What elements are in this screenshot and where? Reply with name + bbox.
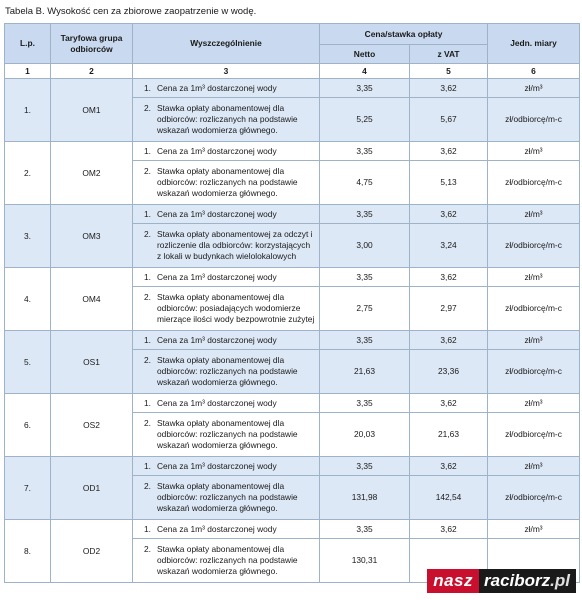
item-text: Cena za 1m³ dostarczonej wody (157, 145, 277, 156)
cell-vat: 3,24 (410, 224, 488, 268)
cell-group: OS2 (51, 394, 133, 457)
cell-unit: zł/m³ (488, 457, 580, 476)
cell-vat: 3,62 (410, 205, 488, 224)
cell-unit: zł/m³ (488, 142, 580, 161)
item-text: Cena za 1m³ dostarczonej wody (157, 523, 277, 534)
cell-desc (133, 520, 320, 539)
logo-text-raciborz: raciborz (484, 571, 551, 590)
cell-lp: 3. (5, 205, 51, 268)
cell-desc (133, 98, 320, 142)
item-text: Stawka opłaty abonamentowej dla odbiorców: rozliczanych na podstawie wskazań wodomierza głównego. (157, 166, 298, 198)
table-row (5, 268, 580, 287)
item-number: 1. (144, 523, 151, 534)
table-body (5, 79, 580, 583)
item-text: Stawka opłaty abonamentowej dla odbiorców: rozliczanych na podstawie wskazań wodomierza głównego. (157, 103, 298, 135)
cell-desc (133, 161, 320, 205)
cell-vat: 3,62 (410, 457, 488, 476)
cell-lp: 2. (5, 142, 51, 205)
table-caption: Tabela B. Wysokość cen za zbiorowe zaopatrzenie w wodę. (5, 6, 257, 17)
cell-unit: zł/odbiorcę/m-c (488, 161, 580, 205)
cell-group: OM1 (51, 79, 133, 142)
cell-netto: 130,31 (320, 539, 410, 583)
header-lp: L.p. (5, 24, 51, 64)
table-row (5, 205, 580, 224)
cell-group: OS1 (51, 331, 133, 394)
cell-lp: 6. (5, 394, 51, 457)
header-desc: Wyszczególnienie (133, 24, 320, 64)
item-text: Stawka opłaty abonamentowej dla odbiorców: rozliczanych na podstawie wskazań wodomierza głównego. (157, 355, 298, 387)
item-number: 2. (144, 544, 151, 555)
cell-vat: 23,36 (410, 350, 488, 394)
cell-vat: 21,63 (410, 413, 488, 457)
cell-desc (133, 287, 320, 331)
cell-desc (133, 331, 320, 350)
cell-netto: 131,98 (320, 476, 410, 520)
cell-desc (133, 394, 320, 413)
cell-group: OD1 (51, 457, 133, 520)
cell-vat: 142,54 (410, 476, 488, 520)
colnum-2: 2 (51, 64, 133, 79)
item-number: 1. (144, 271, 151, 282)
cell-vat: 2,97 (410, 287, 488, 331)
colnum-5: 5 (410, 64, 488, 79)
cell-unit: zł/odbiorcę/m-c (488, 350, 580, 394)
colnum-1: 1 (5, 64, 51, 79)
cell-desc (133, 539, 320, 583)
item-number: 2. (144, 355, 151, 366)
header-unit: Jedn. miary (488, 24, 580, 64)
item-number: 1. (144, 208, 151, 219)
cell-desc (133, 476, 320, 520)
item-text: Stawka opłaty abonamentowej za odczyt i rozliczenie dla odbiorców: korzystających z lokali w budynkach wielolokalowych (157, 229, 313, 261)
item-number: 2. (144, 103, 151, 114)
cell-desc (133, 224, 320, 268)
cell-desc (133, 350, 320, 394)
item-number: 2. (144, 292, 151, 303)
item-text: Stawka opłaty abonamentowej dla odbiorców: posiadających wodomierze mierzące ilości wody bezpowrotnie zużytej (157, 292, 315, 324)
item-number: 1. (144, 334, 151, 345)
cell-netto: 3,35 (320, 142, 410, 161)
item-number: 2. (144, 166, 151, 177)
cell-desc (133, 268, 320, 287)
cell-desc (133, 205, 320, 224)
item-text: Cena za 1m³ dostarczonej wody (157, 82, 277, 93)
cell-lp: 4. (5, 268, 51, 331)
cell-unit: zł/m³ (488, 394, 580, 413)
item-text: Cena za 1m³ dostarczonej wody (157, 460, 277, 471)
cell-netto: 5,25 (320, 98, 410, 142)
cell-unit: zł/m³ (488, 520, 580, 539)
cell-lp: 5. (5, 331, 51, 394)
cell-netto: 3,35 (320, 268, 410, 287)
cell-lp: 1. (5, 79, 51, 142)
site-logo (427, 568, 576, 594)
cell-netto: 4,75 (320, 161, 410, 205)
cell-netto: 3,35 (320, 205, 410, 224)
item-text: Stawka opłaty abonamentowej dla odbiorców: rozliczanych na podstawie wskazań wodomierza głównego. (157, 544, 298, 576)
water-prices-table (4, 23, 580, 583)
item-number: 1. (144, 82, 151, 93)
cell-desc (133, 457, 320, 476)
cell-netto: 3,35 (320, 457, 410, 476)
colnum-3: 3 (133, 64, 320, 79)
cell-desc (133, 142, 320, 161)
item-text: Cena za 1m³ dostarczonej wody (157, 397, 277, 408)
cell-lp: 7. (5, 457, 51, 520)
item-number: 1. (144, 145, 151, 156)
cell-netto: 21,63 (320, 350, 410, 394)
cell-unit: zł/m³ (488, 268, 580, 287)
cell-group: OM4 (51, 268, 133, 331)
cell-unit: zł/odbiorcę/m-c (488, 287, 580, 331)
item-number: 2. (144, 481, 151, 492)
cell-netto: 3,35 (320, 394, 410, 413)
header-group: Taryfowa grupa odbiorców (51, 24, 133, 64)
item-text: Cena za 1m³ dostarczonej wody (157, 271, 277, 282)
cell-vat: 3,62 (410, 394, 488, 413)
header-netto: Netto (320, 45, 410, 64)
cell-unit: zł/odbiorcę/m-c (488, 224, 580, 268)
item-number: 1. (144, 397, 151, 408)
cell-group: OM2 (51, 142, 133, 205)
item-number: 2. (144, 418, 151, 429)
table-row (5, 394, 580, 413)
cell-netto: 3,35 (320, 331, 410, 350)
cell-netto: 20,03 (320, 413, 410, 457)
table-row (5, 79, 580, 98)
logo-part-raciborz (479, 569, 576, 593)
cell-vat: 5,13 (410, 161, 488, 205)
cell-unit: zł/m³ (488, 79, 580, 98)
cell-unit: zł/odbiorcę/m-c (488, 413, 580, 457)
cell-group: OM3 (51, 205, 133, 268)
cell-group: OD2 (51, 520, 133, 583)
cell-vat: 3,62 (410, 520, 488, 539)
item-text: Cena za 1m³ dostarczonej wody (157, 208, 277, 219)
table-row (5, 331, 580, 350)
logo-part-nasz: nasz (427, 569, 479, 593)
cell-vat: 5,67 (410, 98, 488, 142)
cell-lp: 8. (5, 520, 51, 583)
colnum-6: 6 (488, 64, 580, 79)
cell-netto: 2,75 (320, 287, 410, 331)
cell-vat: 3,62 (410, 331, 488, 350)
cell-netto: 3,00 (320, 224, 410, 268)
item-text: Stawka opłaty abonamentowej dla odbiorców: rozliczanych na podstawie wskazań wodomierza głównego. (157, 481, 298, 513)
header-price: Cena/stawka opłaty (320, 24, 488, 45)
logo-text-pl: .pl (550, 571, 570, 590)
colnum-4: 4 (320, 64, 410, 79)
item-number: 1. (144, 460, 151, 471)
cell-unit: zł/m³ (488, 331, 580, 350)
table-row (5, 520, 580, 539)
table-row (5, 142, 580, 161)
item-text: Stawka opłaty abonamentowej dla odbiorców: rozliczanych na podstawie wskazań wodomierza głównego. (157, 418, 298, 450)
cell-unit: zł/odbiorcę/m-c (488, 476, 580, 520)
item-text: Cena za 1m³ dostarczonej wody (157, 334, 277, 345)
cell-unit: zł/odbiorcę/m-c (488, 98, 580, 142)
cell-desc (133, 79, 320, 98)
cell-netto: 3,35 (320, 520, 410, 539)
header-vat: z VAT (410, 45, 488, 64)
cell-netto: 3,35 (320, 79, 410, 98)
cell-vat: 3,62 (410, 268, 488, 287)
cell-unit: zł/m³ (488, 205, 580, 224)
cell-vat: 3,62 (410, 142, 488, 161)
cell-desc (133, 413, 320, 457)
item-number: 2. (144, 229, 151, 240)
table-row (5, 457, 580, 476)
cell-vat: 3,62 (410, 79, 488, 98)
